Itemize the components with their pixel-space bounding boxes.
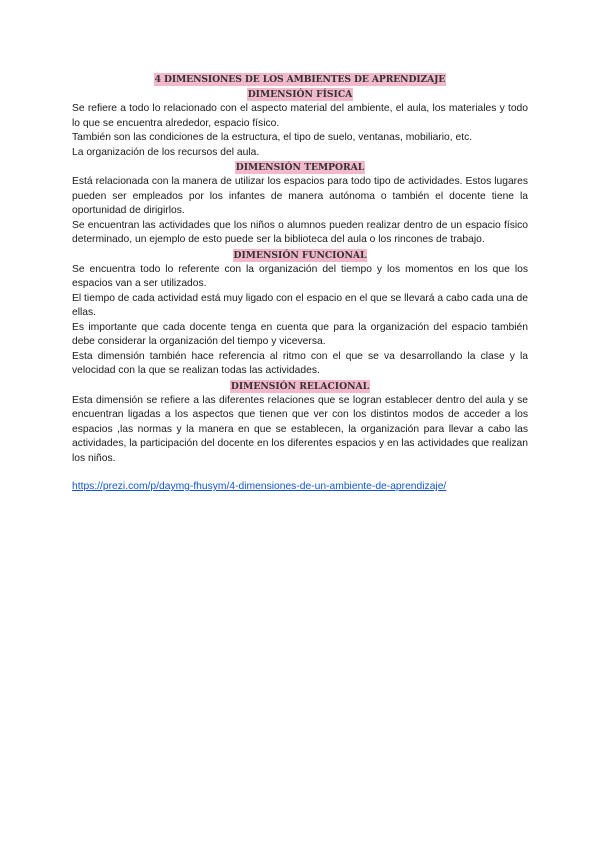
paragraph: Está relacionada con la manera de utilizar los espacios para todo tipo de actividades. Estos lugares pueden ser empleados por los infantes de manera autónoma o también el docente tiene la oportunidad de dirigirlos. — [72, 176, 528, 216]
section-body-funcional — [72, 263, 528, 379]
paragraph: Esta dimensión también hace referencia al ritmo con el que se va desarrollando la clase y la velocidad con la que se realizan todas las actividades. — [72, 350, 528, 376]
section-heading-relacional: DIMENSIÓN RELACIONAL — [230, 380, 370, 392]
paragraph: También son las condiciones de la estructura, el tipo de suelo, ventanas, mobiliario, etc. — [72, 132, 473, 143]
paragraph: El tiempo de cada actividad está muy ligado con el espacio en el que se llevará a cabo cada una de ellas. — [72, 292, 528, 318]
paragraph: Esta dimensión se refiere a las diferentes relaciones que se logran establecer dentro del aula y se encuentran ligadas a los aspectos que tienen que ver con los distintos modos de acceder a los espacios ,las normas y la manera en que se establecen, la organización para llevar a cabo las actividades, la participación del docente en los diferentes espacios y en las actividades que realizan los niños. — [72, 394, 528, 464]
paragraph: La organización de los recursos del aula. — [72, 146, 260, 158]
paragraph: Se refiere a todo lo relacionado con el aspecto material del ambiente, el aula, los materiales y todo lo que se encuentra alrededor, espacio físico. — [72, 103, 528, 129]
heading-row-relacional — [72, 379, 528, 394]
section-heading-fisica: DIMENSIÓN FÍSICA — [247, 89, 353, 100]
section-body-fisica — [72, 102, 528, 160]
section-heading-temporal: DIMENSIÓN TEMPORAL — [235, 162, 365, 173]
paragraph: Se encuentra todo lo referente con la organización del tiempo y los momentos en los que los espacios van a ser utilizados. — [72, 263, 528, 289]
heading-row-fisica — [72, 87, 528, 102]
source-link[interactable]: https://prezi.com/p/daymg-fhusym/4-dimensiones-de-un-ambiente-de-aprendizaje/ — [72, 481, 447, 492]
heading-row-temporal — [72, 160, 528, 175]
paragraph: Es importante que cada docente tenga en cuenta que para la organización del espacio también debe considerar la organización del tiempo y viceversa. — [72, 321, 528, 347]
document-title: 4 DIMENSIONES DE LOS AMBIENTES DE APRENDIZAJE — [154, 74, 446, 85]
document-page — [72, 72, 528, 495]
section-body-temporal — [72, 175, 528, 248]
paragraph: Se encuentran las actividades que los niños o alumnos pueden realizar dentro de un espacio físico determinado, un ejemplo de esto puede ser la biblioteca del aula o los rincones de trabajo. — [72, 219, 528, 245]
title-row — [72, 72, 528, 87]
heading-row-funcional — [72, 248, 528, 263]
section-body-relacional — [72, 394, 528, 467]
section-heading-funcional: DIMENSIÓN FUNCIONAL — [233, 249, 367, 261]
link-row — [72, 480, 528, 495]
